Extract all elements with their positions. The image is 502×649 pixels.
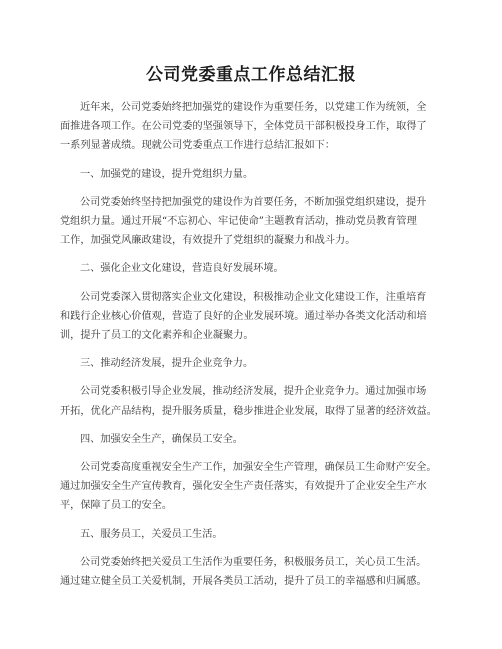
heading-text: 四、加强安全生产，确保员工安全。 [80, 433, 243, 445]
section-paragraph [60, 288, 450, 346]
text-line: 党组织力量。通过开展“不忘初心、牢记使命”主题教育活动，推动党员教育管理 [60, 216, 417, 228]
section-heading [60, 165, 450, 184]
text-line: 公司党委始终坚持把加强党的建设作为首要任务，不断加强党组织建设，提升 [80, 196, 427, 208]
intro-paragraph [60, 98, 450, 156]
heading-text: 三、推动经济发展，提升企业竞争力。 [80, 358, 254, 370]
section-heading [60, 259, 450, 278]
text-line: 公司党委高度重视安全生产工作，加强安全生产管理，确保员工生命财产安全。 [80, 462, 437, 474]
text-line: 开拓，优化产品结构，提升服务质量，稳步推进企业发展，取得了显著的经济效益。 [60, 405, 437, 417]
text-line: 一系列显著成绩。现就公司党委重点工作进行总结汇报如下： [60, 140, 336, 152]
text-line: 工作，加强党风廉政建设，有效提升了党组织的凝聚力和战斗力。 [60, 235, 356, 247]
section-paragraph [60, 458, 450, 516]
section-paragraph [60, 193, 450, 251]
section-heading [60, 354, 450, 373]
text-line: 公司党委深入贯彻落实企业文化建设，积极推动企业文化建设工作，注重培育 [80, 291, 427, 303]
heading-text: 一、加强党的建设，提升党组织力量。 [80, 168, 254, 180]
section-paragraph [60, 382, 450, 420]
text-line: 公司党委积极引导企业发展，推动经济发展，提升企业竞争力。通过加强市场 [80, 386, 427, 398]
heading-text: 二、强化企业文化建设，营造良好发展环境。 [80, 263, 284, 275]
document-title: 公司党委重点工作总结汇报 [146, 65, 356, 85]
text-line: 通过加强安全生产宣传教育，强化安全生产责任落实，有效提升了企业安全生产水 [60, 481, 427, 493]
text-line: 和践行企业核心价值观，营造了良好的企业发展环境。通过举办各类文化活动和培 [60, 310, 427, 322]
section-paragraph [60, 553, 450, 591]
text-line: 通过建立健全员工关爱机制，开展各类员工活动，提升了员工的幸福感和归属感。 [60, 576, 427, 588]
text-line: 面推进各项工作。在公司党委的坚强领导下，全体党员干部积极投身工作，取得了 [60, 121, 427, 133]
text-line: 训，提升了员工的文化素养和企业凝聚力。 [60, 330, 254, 342]
document-body [60, 98, 450, 600]
section-heading [60, 525, 450, 544]
text-line: 平，保障了员工的安全。 [60, 500, 173, 512]
text-line: 公司党委始终把关爱员工生活作为重要任务，积极服务员工，关心员工生活。 [80, 556, 427, 568]
section-heading [60, 430, 450, 449]
text-line: 近年来，公司党委始终把加强党的建设作为重要任务，以党建工作为统领，全 [80, 102, 427, 113]
heading-text: 五、服务员工，关爱员工生活。 [80, 528, 223, 540]
